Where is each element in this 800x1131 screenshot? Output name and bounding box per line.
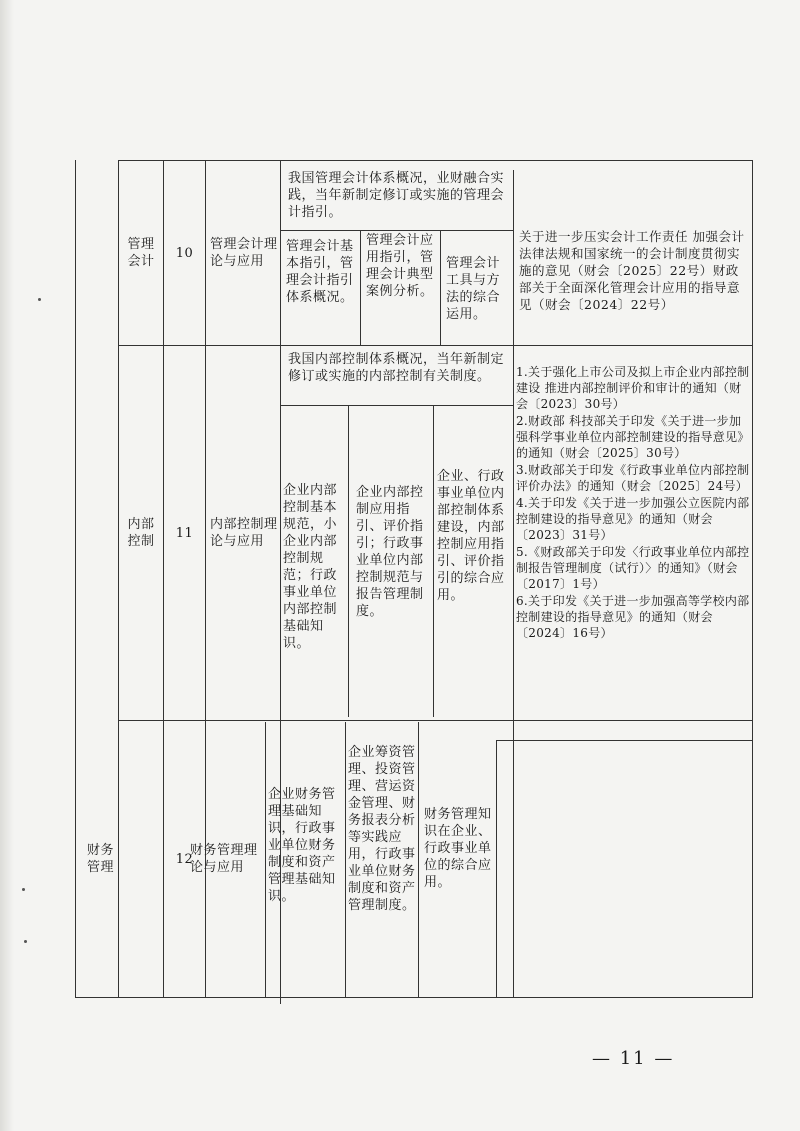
subject-cell: 管理会计理论与应用 xyxy=(210,237,278,269)
category-cell: 财务 管理 xyxy=(86,843,114,875)
reference-cell xyxy=(500,744,748,994)
detail-cell: 企业筹资管理、投资管理、营运资金管理、财务报表分析等实践应用，行政事业单位财务制度和资产管理制度。 xyxy=(348,745,416,913)
subject-cell: 内部控制理论与应用 xyxy=(210,517,278,549)
reference-item: 3.财政部关于印发《行政事业单位内部控制评价办法》的通知（财会〔2025〕24号） xyxy=(516,463,750,493)
hours-cell: 11 xyxy=(175,525,194,541)
reference-item: 1.关于强化上市公司及拟上市企业内部控制建设 推进内部控制评价和审计的通知（财会〔2023〕30号） xyxy=(516,365,750,411)
overview-cell: 我国管理会计体系概况，业财融合实践，当年新制定修订或实施的管理会计指引。 xyxy=(288,171,505,220)
detail-cell: 管理会计工具与方法的综合运用。 xyxy=(446,256,501,322)
detail-cell: 企业内部控制应用指引、评价指引；行政事业单位内部控制规范与报告管理制度。 xyxy=(356,485,424,619)
reference-item: 2.财政部 科技部关于印发《关于进一步加强科学事业单位内部控制建设的指导意见》的通知（财会〔2025〕30号） xyxy=(516,414,750,460)
detail-cell: 企业财务管理基础知识，行政事业单位财务制度和资产管理基础知识。 xyxy=(268,787,336,904)
category-cell: 内部 控制 xyxy=(127,517,155,549)
hours-cell: 10 xyxy=(175,245,194,261)
detail-cell: 财务管理知识在企业、行政事业单位的综合应用。 xyxy=(424,807,492,890)
category-cell: 管理 会计 xyxy=(127,237,155,269)
detail-cell: 管理会计基本指引，管理会计指引体系概况。 xyxy=(286,239,354,305)
page-number: — 11 — xyxy=(592,1048,675,1069)
detail-cell: 企业内部控制基本规范，小企业内部控制规范；行政事业单位内部控制基础知识。 xyxy=(283,483,338,651)
reference-cell: 关于进一步压实会计工作责任 加强会计法律法规和国家统一的会计制度贯彻实施的意见（财会〔2025〕22号）财政部关于全面深化管理会计应用的指导意见（财会〔2024〕22号） xyxy=(519,228,745,312)
scan-edge-shadow xyxy=(0,0,14,1131)
detail-cell: 管理会计应用指引，管理会计典型案例分析。 xyxy=(366,233,434,299)
reference-item: 6.关于印发《关于进一步加强高等学校内部控制建设的指导意见》的通知（财会〔2024〕16号） xyxy=(516,594,750,640)
overview-cell: 我国内部控制体系概况，当年新制定修订或实施的内部控制有关制度。 xyxy=(288,352,505,384)
subject-cell: 财务管理理论与应用 xyxy=(190,843,258,875)
reference-list xyxy=(516,364,750,718)
reference-item: 4.关于印发《关于进一步加强公立医院内部控制建设的指导意见》的通知（财会〔2023〕31号） xyxy=(516,496,750,542)
reference-item: 5.《财政部关于印发〈行政事业单位内部控制报告管理制度（试行）〉的通知》（财会〔2017〕1号） xyxy=(516,545,750,591)
detail-cell: 企业、行政事业单位内部控制体系建设，内部控制应用指引、评价指引的综合应用。 xyxy=(437,469,505,603)
hours-cell: 12 xyxy=(175,851,194,867)
